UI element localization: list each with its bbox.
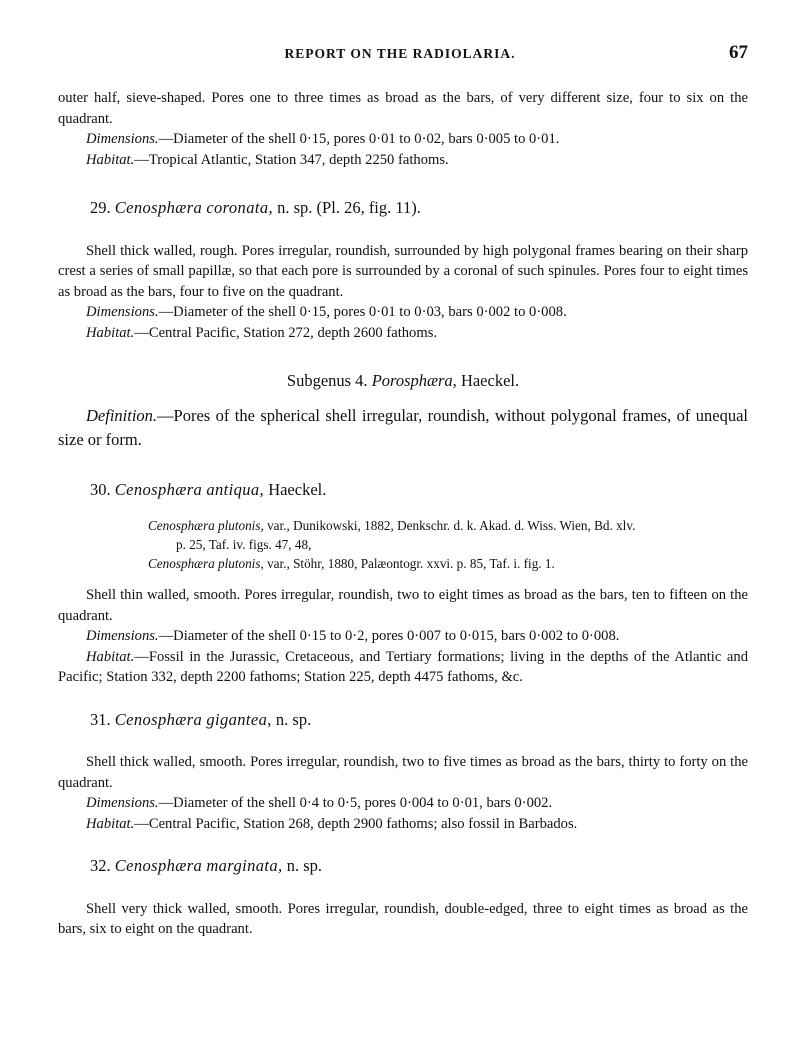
species-epithet: gigantea,	[206, 709, 272, 729]
species-30-description: Shell thin walled, smooth. Pores irregular, roundish, two to eight times as broad as the bars, ten to fifteen on the quadrant.	[58, 587, 748, 624]
page-number: 67	[729, 42, 748, 63]
species-30-heading	[90, 480, 748, 501]
species-31-dimensions	[58, 793, 748, 814]
species-31	[58, 710, 748, 835]
dimensions-label: Dimensions.	[86, 304, 159, 320]
species-genus: Cenosphæra	[114, 198, 203, 217]
running-title: REPORT ON THE RADIOLARIA.	[284, 46, 516, 61]
dimensions-text: —Diameter of the shell 0·15, pores 0·01 to 0·03, bars 0·002 to 0·008.	[158, 304, 567, 320]
page-header	[0, 42, 800, 66]
dimensions-text: —Diameter of the shell 0·4 to 0·5, pores 0·004 to 0·01, bars 0·002.	[158, 795, 553, 811]
intro-block	[58, 88, 748, 170]
intro-paragraph: outer half, sieve-shaped. Pores one to three times as broad as the bars, of very different size, four to six on the quadrant.	[58, 90, 748, 127]
synonym-continuation: p. 25, Taf. iv. figs. 47, 48,	[176, 537, 312, 552]
dimensions-label: Dimensions.	[86, 795, 159, 811]
synonym-entry	[148, 516, 748, 535]
habitat-text: —Central Pacific, Station 268, depth 2900 fathoms; also fossil in Barbados.	[134, 815, 578, 832]
synonym-entry	[148, 554, 748, 573]
subgenus-author: Haeckel.	[460, 371, 520, 390]
species-epithet: antiqua,	[206, 479, 265, 499]
habitat-label: Habitat.	[86, 815, 135, 832]
species-29	[58, 198, 748, 343]
species-number: 29.	[90, 198, 111, 217]
definition-label: Definition.	[86, 405, 158, 425]
intro-dimensions	[58, 129, 748, 150]
dimensions-text: —Diameter of the shell 0·15 to 0·2, pores 0·007 to 0·015, bars 0·002 to 0·008.	[158, 628, 620, 644]
species-29-dimensions	[58, 302, 748, 323]
dimensions-label: Dimensions.	[86, 131, 159, 147]
habitat-label: Habitat.	[86, 151, 135, 168]
subgenus-heading	[58, 371, 748, 392]
species-30-dimensions	[58, 626, 748, 647]
page-body	[58, 88, 748, 940]
species-31-habitat	[58, 814, 748, 835]
species-32-heading	[90, 856, 748, 877]
intro-habitat	[58, 150, 748, 171]
species-suffix: n. sp. (Pl. 26, fig. 11).	[277, 198, 421, 217]
species-suffix: n. sp.	[286, 856, 323, 875]
species-30-habitat	[58, 647, 748, 688]
habitat-label: Habitat.	[86, 648, 135, 665]
species-29-description: Shell thick walled, rough. Pores irregular, roundish, surrounded by high polygonal frames bearing on their sharp crest a series of small papillæ, so that each pore is surrounded by a coronal of such spinules. Pores four to eight times as broad as the bars, four to five on the quadrant.	[58, 242, 748, 300]
species-number: 30.	[90, 479, 111, 499]
habitat-label: Habitat.	[86, 324, 135, 341]
synonym-text: var., Stöhr, 1880, Palæontogr. xxvi. p. 85, Taf. i. fig. 1.	[267, 556, 555, 571]
species-32-description: Shell very thick walled, smooth. Pores irregular, roundish, double-edged, three to eight times as broad as the bars, six to eight on the quadrant.	[58, 900, 748, 937]
species-genus: Cenosphæra	[114, 479, 203, 499]
species-number: 31.	[90, 709, 111, 729]
species-epithet: coronata,	[206, 198, 274, 217]
synonymy-list	[148, 516, 748, 573]
subgenus-block	[58, 371, 748, 452]
subgenus-definition	[58, 404, 748, 452]
habitat-text: —Central Pacific, Station 272, depth 2600 fathoms.	[134, 324, 438, 341]
species-suffix: n. sp.	[275, 709, 312, 729]
species-genus: Cenosphæra	[114, 856, 203, 875]
definition-text: —Pores of the spherical shell irregular, roundish, without polygonal frames, of unequal size or form.	[58, 405, 748, 449]
synonym-name: Cenosphæra plutonis,	[148, 556, 264, 571]
species-31-heading	[90, 710, 748, 731]
species-number: 32.	[90, 856, 111, 875]
subgenus-prefix: Subgenus 4.	[286, 371, 368, 390]
synonym-name: Cenosphæra plutonis,	[148, 518, 264, 533]
synonym-text: var., Dunikowski, 1882, Denkschr. d. k. Akad. d. Wiss. Wien, Bd. xlv.	[267, 518, 636, 533]
habitat-text: —Fossil in the Jurassic, Cretaceous, and Tertiary formations; living in the depths of the Atlantic and Pacific; Station 332, depth 2200 fathoms; Station 225, depth 4475 fathoms, &c.	[58, 648, 748, 685]
species-suffix: Haeckel.	[268, 479, 327, 499]
dimensions-text: —Diameter of the shell 0·15, pores 0·01 to 0·02, bars 0·005 to 0·01.	[158, 131, 560, 147]
species-epithet: marginata,	[206, 856, 283, 875]
species-31-description: Shell thick walled, smooth. Pores irregular, roundish, two to five times as broad as the bars, thirty to forty on the quadrant.	[58, 754, 748, 791]
habitat-text: —Tropical Atlantic, Station 347, depth 2250 fathoms.	[134, 151, 449, 168]
species-32	[58, 856, 748, 940]
species-genus: Cenosphæra	[114, 709, 203, 729]
dimensions-label: Dimensions.	[86, 628, 159, 644]
species-30	[58, 480, 748, 688]
species-29-habitat	[58, 323, 748, 344]
species-29-heading	[90, 198, 748, 219]
subgenus-name: Porosphæra,	[371, 371, 457, 390]
